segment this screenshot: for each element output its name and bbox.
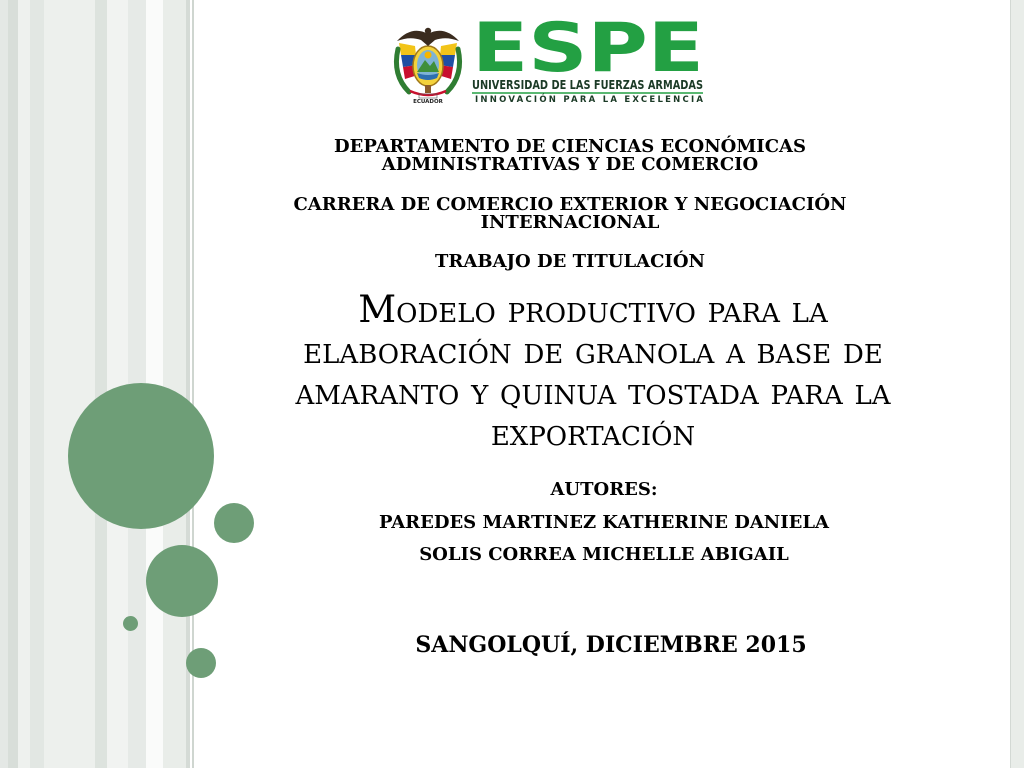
department-line-2: ADMINISTRATIVAS Y DE COMERCIO [381,154,759,175]
author-name-2: SOLIS CORREA MICHELLE ABIGAIL [419,544,789,565]
fasces-shape [425,85,431,93]
title-line-1: Modelo productivo para la [358,288,828,331]
espe-wordmark: ESPE [472,15,704,88]
presentation-title [193,289,993,453]
emblem-caption: ECUADOR [413,99,443,105]
title-line-4: exportación [490,411,696,454]
espe-logo [385,15,710,107]
department-line-1: DEPARTAMENTO DE CIENCIAS ECONÓMICAS [334,136,806,157]
university-name: UNIVERSIDAD DE LAS FUERZAS ARMADAS [472,77,703,92]
coat-of-arms-emblem [396,28,459,105]
left-decorative-stripes [0,0,194,768]
title-line-3: amaranto y quinua tostada para la [295,370,891,413]
condor-shape [397,28,459,46]
career-line-1: CARRERA DE COMERCIO EXTERIOR Y NEGOCIACIÓN [293,194,847,215]
motto-text: INNOVACIÓN PARA LA EXCELENCIA [475,95,703,105]
decorative-circle-tiny [123,616,138,631]
author-name-1: PAREDES MARTINEZ KATHERINE DANIELA [378,512,830,533]
title-line-2: elaboración de granola a base de [303,329,883,372]
authors-label: AUTORES: [550,479,658,500]
work-type-heading: TRABAJO DE TITULACIÓN [435,251,705,272]
shield-shape [413,46,443,86]
place-and-date: SANGOLQUÍ, DICIEMBRE 2015 [415,632,807,658]
career-line-2: INTERNACIONAL [480,212,660,233]
right-decorative-band [1010,0,1024,768]
